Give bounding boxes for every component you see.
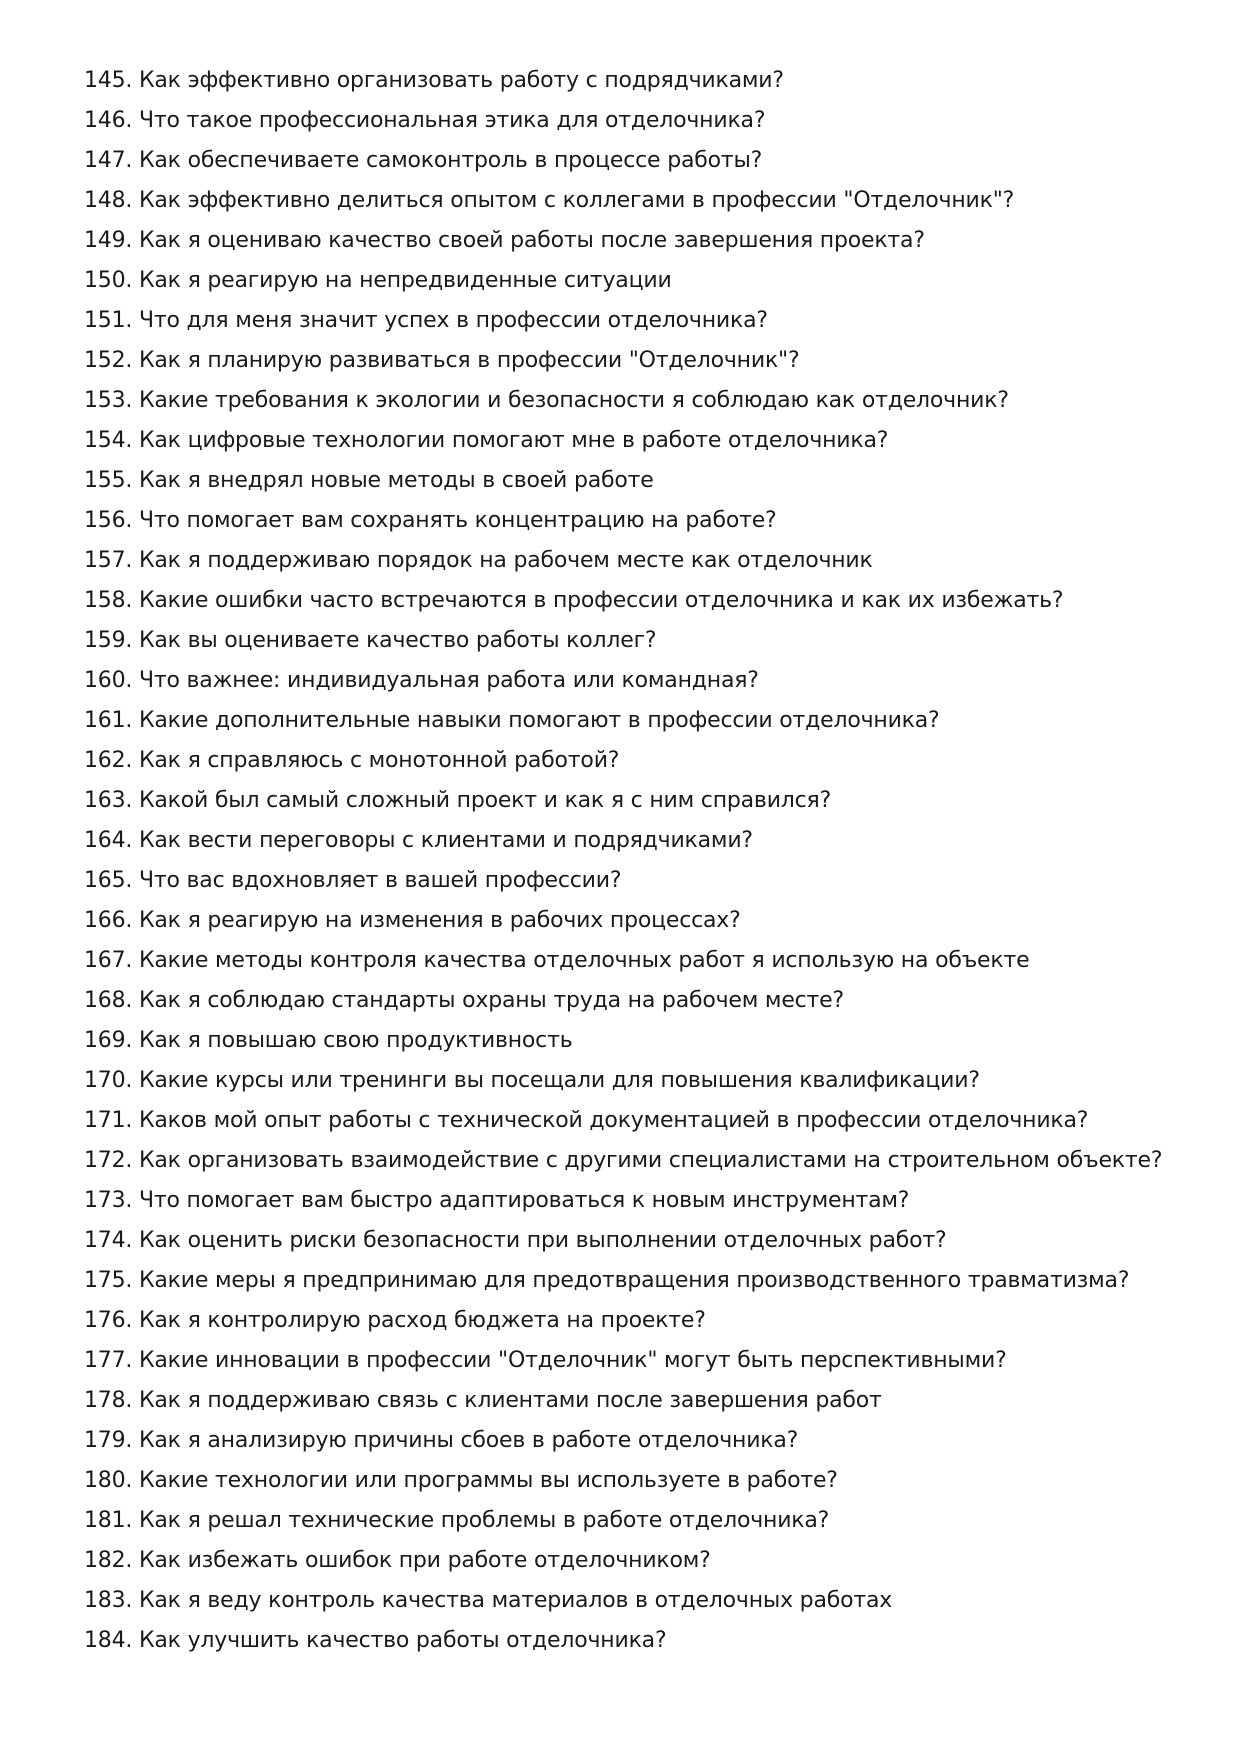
list-item: [84, 141, 1204, 181]
question-text: Как я анализирую причины сбоев в работе отделочника?: [138, 1428, 799, 1453]
question-text: Как я контролирую расход бюджета на проекте?: [138, 1308, 706, 1333]
question-number: 179.: [84, 1428, 133, 1453]
list-item: [84, 341, 1204, 381]
list-item: [84, 781, 1204, 821]
question-number: 183.: [84, 1588, 133, 1613]
question-text: Как я соблюдаю стандарты охраны труда на рабочем месте?: [138, 988, 844, 1013]
question-number: 174.: [84, 1228, 133, 1253]
list-item: [84, 1261, 1204, 1301]
list-item: [84, 1021, 1204, 1061]
question-number: 156.: [84, 508, 133, 533]
question-text: Как я внедрял новые методы в своей работе: [138, 468, 654, 493]
list-item: [84, 381, 1204, 421]
question-number: 149.: [84, 228, 133, 253]
question-number: 162.: [84, 748, 133, 773]
question-number: 166.: [84, 908, 133, 933]
question-text: Как оценить риски безопасности при выполнении отделочных работ?: [138, 1228, 947, 1253]
question-text: Какие меры я предпринимаю для предотвращения производственного травматизма?: [138, 1268, 1130, 1293]
list-item: [84, 621, 1204, 661]
list-item: [84, 461, 1204, 501]
question-text: Что важнее: индивидуальная работа или командная?: [138, 668, 759, 693]
list-item: [84, 1301, 1204, 1341]
list-item: [84, 821, 1204, 861]
question-number: 147.: [84, 148, 133, 173]
question-text: Как вести переговоры с клиентами и подрядчиками?: [138, 828, 753, 853]
list-item: [84, 1421, 1204, 1461]
question-number: 163.: [84, 788, 133, 813]
question-number: 146.: [84, 108, 133, 133]
list-item: [84, 741, 1204, 781]
list-item: [84, 261, 1204, 301]
list-item: [84, 1621, 1204, 1661]
list-item: [84, 181, 1204, 221]
question-number: 167.: [84, 948, 133, 973]
list-item: [84, 661, 1204, 701]
question-number: 181.: [84, 1508, 133, 1533]
question-text: Какие требования к экологии и безопасности я соблюдаю как отделочник?: [138, 388, 1009, 413]
list-item: [84, 581, 1204, 621]
question-number: 172.: [84, 1148, 133, 1173]
question-number: 180.: [84, 1468, 133, 1493]
question-text: Как я повышаю свою продуктивность: [138, 1028, 573, 1053]
question-number: 158.: [84, 588, 133, 613]
question-number: 157.: [84, 548, 133, 573]
question-text: Что такое профессиональная этика для отделочника?: [138, 108, 766, 133]
list-item: [84, 61, 1204, 101]
list-item: [84, 1581, 1204, 1621]
question-text: Какие курсы или тренинги вы посещали для повышения квалификации?: [138, 1068, 980, 1093]
question-number: 150.: [84, 268, 133, 293]
list-item: [84, 1341, 1204, 1381]
question-text: Как я решал технические проблемы в работе отделочника?: [138, 1508, 830, 1533]
question-number: 184.: [84, 1628, 133, 1653]
list-item: [84, 1101, 1204, 1141]
question-text: Что для меня значит успех в профессии отделочника?: [138, 308, 768, 333]
question-text: Как обеспечиваете самоконтроль в процессе работы?: [138, 148, 763, 173]
question-number: 161.: [84, 708, 133, 733]
question-text: Как я справляюсь с монотонной работой?: [138, 748, 620, 773]
question-number: 160.: [84, 668, 133, 693]
question-number: 151.: [84, 308, 133, 333]
question-number: 173.: [84, 1188, 133, 1213]
list-item: [84, 301, 1204, 341]
list-item: [84, 1461, 1204, 1501]
list-item: [84, 701, 1204, 741]
list-item: [84, 1381, 1204, 1421]
question-text: Какие дополнительные навыки помогают в профессии отделочника?: [138, 708, 940, 733]
question-text: Каков мой опыт работы с технической документацией в профессии отделочника?: [138, 1108, 1089, 1133]
list-item: [84, 1061, 1204, 1101]
list-item: [84, 541, 1204, 581]
question-number: 148.: [84, 188, 133, 213]
question-number: 170.: [84, 1068, 133, 1093]
list-item: [84, 981, 1204, 1021]
question-text: Как цифровые технологии помогают мне в работе отделочника?: [138, 428, 889, 453]
question-text: Как организовать взаимодействие с другими специалистами на строительном объекте?: [138, 1148, 1163, 1173]
list-item: [84, 1221, 1204, 1261]
question-number: 182.: [84, 1548, 133, 1573]
question-number: 164.: [84, 828, 133, 853]
question-text: Какие технологии или программы вы используете в работе?: [138, 1468, 838, 1493]
question-number: 177.: [84, 1348, 133, 1373]
question-text: Как вы оцениваете качество работы коллег?: [138, 628, 657, 653]
list-item: [84, 221, 1204, 261]
question-number: 175.: [84, 1268, 133, 1293]
question-text: Какие методы контроля качества отделочных работ я использую на объекте: [138, 948, 1030, 973]
question-number: 154.: [84, 428, 133, 453]
question-list: [84, 61, 1204, 1661]
question-number: 168.: [84, 988, 133, 1013]
question-text: Как я поддерживаю порядок на рабочем месте как отделочник: [138, 548, 873, 573]
question-text: Как я веду контроль качества материалов в отделочных работах: [138, 1588, 893, 1613]
question-text: Как я реагирую на непредвиденные ситуации: [138, 268, 672, 293]
list-item: [84, 861, 1204, 901]
question-text: Какие инновации в профессии "Отделочник" могут быть перспективными?: [138, 1348, 1007, 1373]
question-text: Какой был самый сложный проект и как я с ним справился?: [138, 788, 832, 813]
list-item: [84, 941, 1204, 981]
list-item: [84, 501, 1204, 541]
question-number: 171.: [84, 1108, 133, 1133]
list-item: [84, 1141, 1204, 1181]
question-number: 152.: [84, 348, 133, 373]
question-number: 155.: [84, 468, 133, 493]
question-number: 159.: [84, 628, 133, 653]
list-item: [84, 101, 1204, 141]
list-item: [84, 1541, 1204, 1581]
list-item: [84, 1181, 1204, 1221]
question-text: Что помогает вам быстро адаптироваться к новым инструментам?: [138, 1188, 910, 1213]
list-item: [84, 901, 1204, 941]
question-text: Как я поддерживаю связь с клиентами после завершения работ: [138, 1388, 882, 1413]
question-text: Какие ошибки часто встречаются в профессии отделочника и как их избежать?: [138, 588, 1064, 613]
question-text: Что помогает вам сохранять концентрацию на работе?: [138, 508, 777, 533]
question-text: Как эффективно делиться опытом с коллегами в профессии "Отделочник"?: [138, 188, 1015, 213]
question-text: Как я планирую развиваться в профессии "Отделочник"?: [138, 348, 800, 373]
question-text: Как я реагирую на изменения в рабочих процессах?: [138, 908, 741, 933]
question-text: Как я оцениваю качество своей работы после завершения проекта?: [138, 228, 925, 253]
question-text: Как избежать ошибок при работе отделочником?: [138, 1548, 711, 1573]
question-text: Как эффективно организовать работу с подрядчиками?: [138, 68, 784, 93]
question-number: 153.: [84, 388, 133, 413]
question-number: 169.: [84, 1028, 133, 1053]
question-number: 165.: [84, 868, 133, 893]
list-item: [84, 421, 1204, 461]
list-item: [84, 1501, 1204, 1541]
question-number: 145.: [84, 68, 133, 93]
question-text: Что вас вдохновляет в вашей профессии?: [138, 868, 622, 893]
question-number: 176.: [84, 1308, 133, 1333]
question-text: Как улучшить качество работы отделочника?: [138, 1628, 667, 1653]
question-number: 178.: [84, 1388, 133, 1413]
